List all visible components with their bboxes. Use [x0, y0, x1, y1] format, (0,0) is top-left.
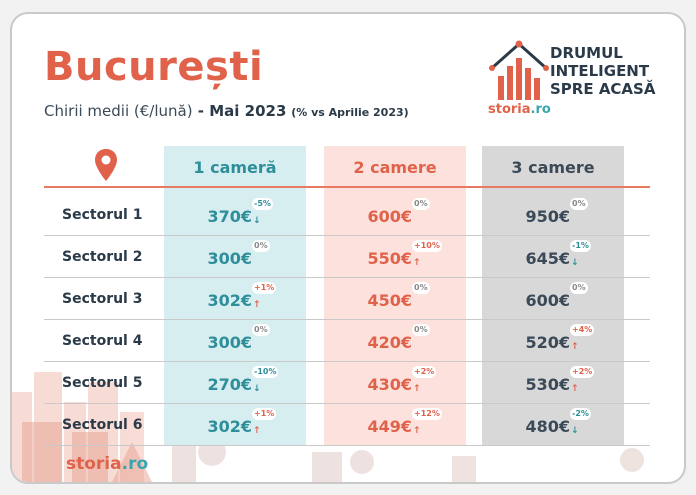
price-cell	[164, 409, 284, 440]
percent-change-badge: 0%	[254, 325, 268, 334]
price-value: 420€	[367, 333, 412, 352]
logo-line-1: DRUMUL	[550, 44, 623, 62]
price-value: 270€	[207, 375, 252, 394]
price-value: 449€	[367, 417, 412, 436]
price-value: 645€	[525, 249, 570, 268]
table-row	[44, 362, 650, 404]
percent-change-badge: -1%	[572, 241, 589, 250]
logo-brand-main: storia	[488, 102, 531, 117]
arrow-up-icon: ↑	[413, 258, 421, 268]
arrow-up-icon: ↑	[253, 300, 261, 310]
footer-brand-main: storia	[66, 454, 122, 474]
arrow-down-icon: ↓	[253, 384, 261, 394]
house-bars-logo-icon	[488, 38, 550, 102]
arrow-up-icon: ↑	[413, 426, 421, 436]
subtitle	[44, 102, 409, 120]
subtitle-month: Mai 2023	[209, 102, 287, 120]
price-cell	[324, 409, 444, 440]
price-value: 430€	[367, 375, 412, 394]
column-header-2-camere: 2 camere	[353, 158, 437, 177]
percent-change-badge: +1%	[254, 283, 275, 292]
logo-line-2: INTELIGENT	[550, 62, 650, 80]
price-cell	[482, 283, 602, 314]
header-divider	[44, 186, 650, 188]
percent-change-badge: 0%	[414, 199, 428, 208]
percent-change-badge: -5%	[254, 199, 271, 208]
page-title: București	[44, 44, 264, 90]
price-cell	[324, 199, 444, 230]
percent-change-badge: +2%	[414, 367, 435, 376]
price-cell	[324, 325, 444, 356]
percent-change-badge: +10%	[414, 241, 440, 250]
sector-label: Sectorul 3	[62, 291, 143, 307]
price-cell	[164, 283, 284, 314]
price-cell	[482, 241, 602, 272]
table-row	[44, 236, 650, 278]
arrow-up-icon: ↑	[413, 384, 421, 394]
arrow-down-icon: ↓	[253, 216, 261, 226]
price-value: 450€	[367, 291, 412, 310]
price-value: 480€	[525, 417, 570, 436]
percent-change-badge: 0%	[414, 325, 428, 334]
price-value: 950€	[525, 207, 570, 226]
price-value: 600€	[525, 291, 570, 310]
price-cell	[482, 199, 602, 230]
sector-label: Sectorul 2	[62, 249, 143, 265]
arrow-down-icon: ↓	[571, 258, 579, 268]
price-value: 302€	[207, 417, 252, 436]
price-cell	[324, 283, 444, 314]
percent-change-badge: 0%	[572, 283, 586, 292]
price-cell	[324, 367, 444, 398]
price-value: 550€	[367, 249, 412, 268]
percent-change-badge: +1%	[254, 409, 275, 418]
percent-change-badge: 0%	[572, 199, 586, 208]
price-value: 530€	[525, 375, 570, 394]
price-value: 300€	[207, 249, 252, 268]
percent-change-badge: -2%	[572, 409, 589, 418]
percent-change-badge: +4%	[572, 325, 593, 334]
logo-brand	[488, 102, 551, 117]
percent-change-badge: 0%	[254, 241, 268, 250]
logo-slogan	[550, 44, 655, 98]
price-cell	[482, 409, 602, 440]
column-header-1-camera: 1 cameră	[193, 158, 277, 177]
price-cell	[164, 241, 284, 272]
price-cell	[164, 199, 284, 230]
row-divider	[44, 445, 650, 446]
logo-brand-tld: .ro	[530, 102, 551, 117]
column-header-3-camere: 3 camere	[511, 158, 595, 177]
location-pin-icon	[94, 148, 118, 182]
percent-change-badge: 0%	[414, 283, 428, 292]
subtitle-metric: Chirii medii (€/lună)	[44, 102, 193, 120]
sector-label: Sectorul 4	[62, 333, 143, 349]
infographic-card	[10, 12, 686, 484]
price-cell	[164, 325, 284, 356]
sector-label: Sectorul 1	[62, 207, 143, 223]
arrow-up-icon: ↑	[571, 342, 579, 352]
table-row	[44, 194, 650, 236]
table-row	[44, 404, 650, 446]
price-value: 520€	[525, 333, 570, 352]
storia-logo	[488, 38, 678, 118]
percent-change-badge: +12%	[414, 409, 440, 418]
price-value: 302€	[207, 291, 252, 310]
price-cell	[482, 367, 602, 398]
price-cell	[482, 325, 602, 356]
subtitle-comparison: (% vs Aprilie 2023)	[291, 106, 409, 119]
price-cell	[324, 241, 444, 272]
price-value: 600€	[367, 207, 412, 226]
table-row	[44, 320, 650, 362]
price-value: 300€	[207, 333, 252, 352]
arrow-down-icon: ↓	[571, 426, 579, 436]
percent-change-badge: +2%	[572, 367, 593, 376]
price-value: 370€	[207, 207, 252, 226]
arrow-up-icon: ↑	[253, 426, 261, 436]
footer-brand-tld: .ro	[121, 454, 149, 474]
footer-brand	[66, 454, 148, 474]
sector-label: Sectorul 6	[62, 417, 143, 433]
subtitle-separator: -	[192, 102, 210, 120]
logo-line-3: SPRE ACASĂ	[550, 80, 656, 98]
arrow-up-icon: ↑	[571, 384, 579, 394]
percent-change-badge: -10%	[254, 367, 277, 376]
price-cell	[164, 367, 284, 398]
table-row	[44, 278, 650, 320]
sector-label: Sectorul 5	[62, 375, 143, 391]
